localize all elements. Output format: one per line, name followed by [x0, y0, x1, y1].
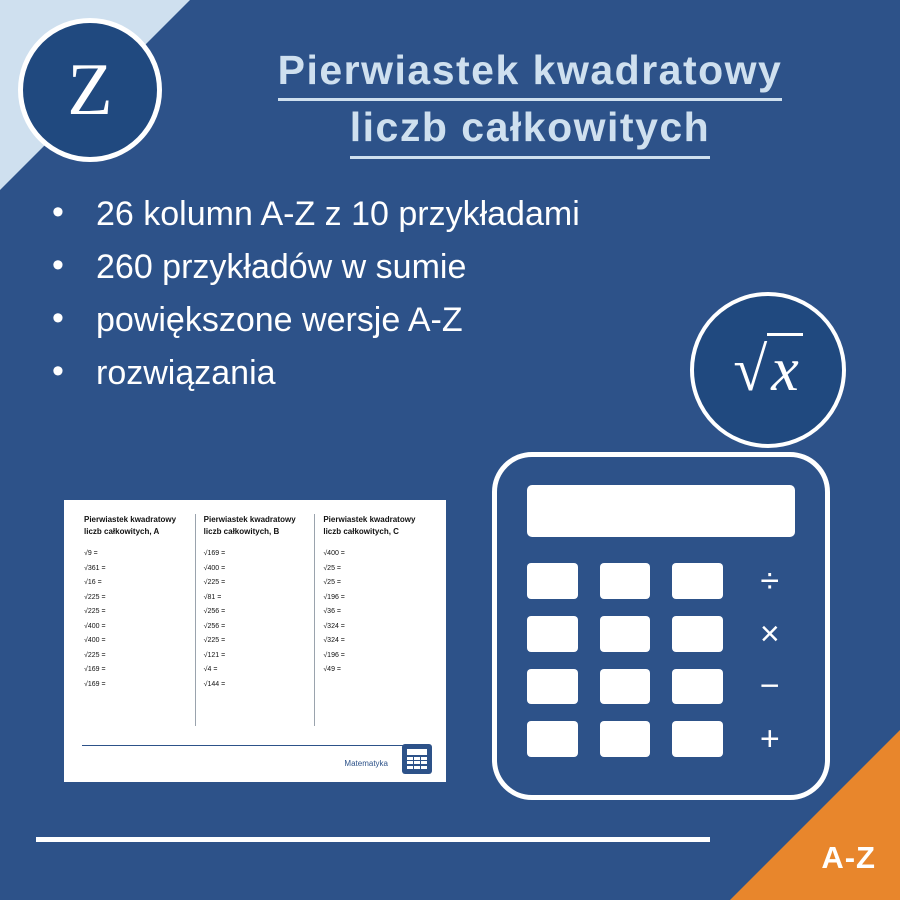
worksheet-calculator-logo	[402, 744, 432, 774]
calculator-display	[527, 485, 795, 537]
calculator-digit-key[interactable]	[527, 563, 578, 599]
calculator-digit-key[interactable]	[527, 721, 578, 757]
worksheet-item: √361 =	[84, 564, 106, 572]
letter-badge	[18, 18, 162, 162]
worksheet-item: √25 =	[323, 564, 342, 572]
worksheet-item: √324 =	[323, 622, 345, 630]
worksheet-column-c	[314, 514, 434, 726]
worksheet-item: √121 =	[203, 651, 226, 659]
page-title	[200, 44, 860, 159]
worksheet-item: √225 =	[203, 637, 226, 644]
worksheet-item: √196 =	[323, 651, 345, 659]
worksheet-footer-label: Matematyka	[344, 759, 388, 768]
calculator-digit-key[interactable]	[600, 563, 651, 599]
bottom-divider	[36, 837, 710, 842]
worksheet-item: √9 =	[84, 550, 98, 557]
calculator-digit-key[interactable]	[600, 669, 651, 705]
worksheet-item: √225 =	[84, 608, 106, 615]
calculator-digit-key[interactable]	[672, 616, 723, 652]
range-label: A-Z	[821, 840, 876, 875]
list-item: • 260 przykładów w sumie	[40, 245, 600, 290]
worksheet-preview	[64, 500, 446, 782]
list-item: • rozwiązania	[40, 351, 600, 396]
badge-letter: Z	[67, 49, 113, 131]
calculator-keypad	[527, 563, 795, 757]
worksheet-item: √400 =	[84, 622, 106, 630]
calculator-digit-key[interactable]	[672, 563, 723, 599]
worksheet-item: √400 =	[203, 564, 226, 572]
worksheet-column-heading: Pierwiastek kwadratowy liczb całkowitych, A	[84, 515, 177, 536]
calculator-digit-key[interactable]	[600, 721, 651, 757]
worksheet-item: √324 =	[323, 637, 345, 644]
worksheet-item: √169 =	[84, 680, 106, 688]
calculator-digit-key[interactable]	[527, 616, 578, 652]
worksheet-column-heading: Pierwiastek kwadratowy liczb całkowitych, B	[203, 515, 296, 536]
worksheet-column-heading: Pierwiastek kwadratowy liczb całkowitych, C	[323, 515, 416, 536]
worksheet-item: √169 =	[203, 550, 226, 557]
square-root-badge	[690, 292, 846, 448]
worksheet-divider	[82, 745, 428, 746]
worksheet-item: √196 =	[323, 593, 345, 601]
calculator-digit-key[interactable]	[600, 616, 651, 652]
worksheet-item: √49 =	[323, 666, 342, 673]
calculator-icon	[407, 749, 427, 769]
page-title-line-1: Pierwiastek kwadratowy	[278, 44, 783, 101]
worksheet-item: √225 =	[84, 651, 106, 659]
list-item: • powiększone wersje A-Z	[40, 298, 600, 343]
worksheet-item: √16 =	[84, 579, 102, 586]
worksheet-item: √25 =	[323, 579, 342, 586]
worksheet-item: √400 =	[323, 550, 345, 557]
worksheet-item: √256 =	[203, 622, 226, 630]
worksheet-item: √225 =	[84, 593, 106, 601]
worksheet-item: √81 =	[203, 593, 222, 601]
worksheet-column-a	[76, 514, 195, 726]
worksheet-item: √225 =	[203, 579, 226, 586]
radicand-variable: x	[767, 333, 803, 404]
square-root-icon	[733, 336, 803, 404]
calculator-digit-key[interactable]	[672, 669, 723, 705]
plus-icon[interactable]: +	[759, 720, 780, 759]
worksheet-column-b	[195, 514, 315, 726]
worksheet-item: √256 =	[203, 608, 226, 615]
worksheet-item: √169 =	[84, 666, 106, 673]
worksheet-item: √400 =	[84, 637, 106, 644]
divide-icon[interactable]: ÷	[760, 561, 780, 600]
minus-icon[interactable]: −	[759, 667, 780, 706]
radical-symbol: √	[733, 336, 768, 404]
list-item: • 26 kolumn A-Z z 10 przykładami	[40, 192, 600, 237]
calculator-digit-key[interactable]	[527, 669, 578, 705]
calculator-digit-key[interactable]	[672, 721, 723, 757]
worksheet-columns	[76, 514, 434, 726]
worksheet-item: √4 =	[203, 666, 218, 673]
worksheet-item: √144 =	[203, 680, 226, 688]
worksheet-item: √36 =	[323, 608, 342, 615]
multiply-icon[interactable]: ×	[759, 614, 780, 653]
feature-list	[40, 192, 600, 404]
page-title-line-2: liczb całkowitych	[350, 101, 710, 158]
